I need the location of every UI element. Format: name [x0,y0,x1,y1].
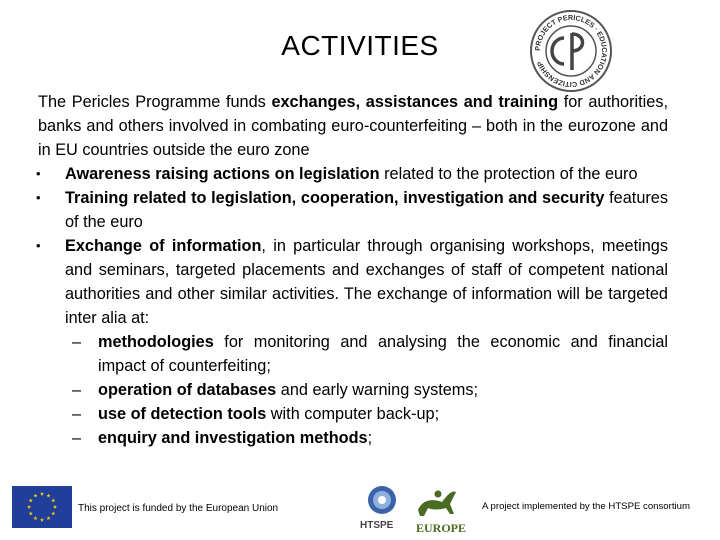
exchange-targets-list [65,330,668,450]
list-item: – enquiry and investigation methods; [65,426,668,450]
list-item: – methodologies for monitoring and analysing the economic and financial impact of counterfeiting; [65,330,668,378]
list-item: – operation of databases and early warning systems; [65,378,668,402]
activity-list [38,162,668,450]
svg-text:HTSPE: HTSPE [360,520,394,531]
page-title: ACTIVITIES [281,30,439,61]
europe-horse-logo-icon [416,491,466,536]
svg-text:EUROPE: EUROPE [416,521,467,535]
htspe-logo-icon [360,486,396,531]
svg-text:PROJECT PERICLES · EDUCATION A: PROJECT PERICLES · EDUCATION AND CITIZENSHIP [532,12,610,90]
list-item: • Exchange of information, in particular through organising workshops, meetings and seminars, targeted placements and exchanges of staff of competent national authorities and other similar activities. The exchange of information will be targeted inter alia at: – methodologies for monitoring and analysing the economic and financial impact of counterfeiting; – operation of databases and early warning systems; – use of detection tools with computer back-up; – enquiry and investigation methods; [38,234,668,450]
list-item: • Training related to legislation, cooperation, investigation and security features of the euro [38,186,668,234]
eu-flag-icon [12,486,72,528]
partner-logos [356,480,468,536]
project-pericles-seal-icon [528,8,614,94]
funded-by-text: This project is funded by the European Union [78,503,279,514]
list-item: • Awareness raising actions on legislation related to the protection of the euro [38,162,668,186]
list-item: – use of detection tools with computer back-up; [65,402,668,426]
main-content [38,90,668,450]
intro-paragraph: The Pericles Programme funds exchanges, assistances and training for authorities, banks and others involved in combating euro-counterfeiting – both in the eurozone and in EU countries outside the euro zone [38,93,668,159]
implemented-by-text: A project implemented by the HTSPE consortium [482,501,690,512]
